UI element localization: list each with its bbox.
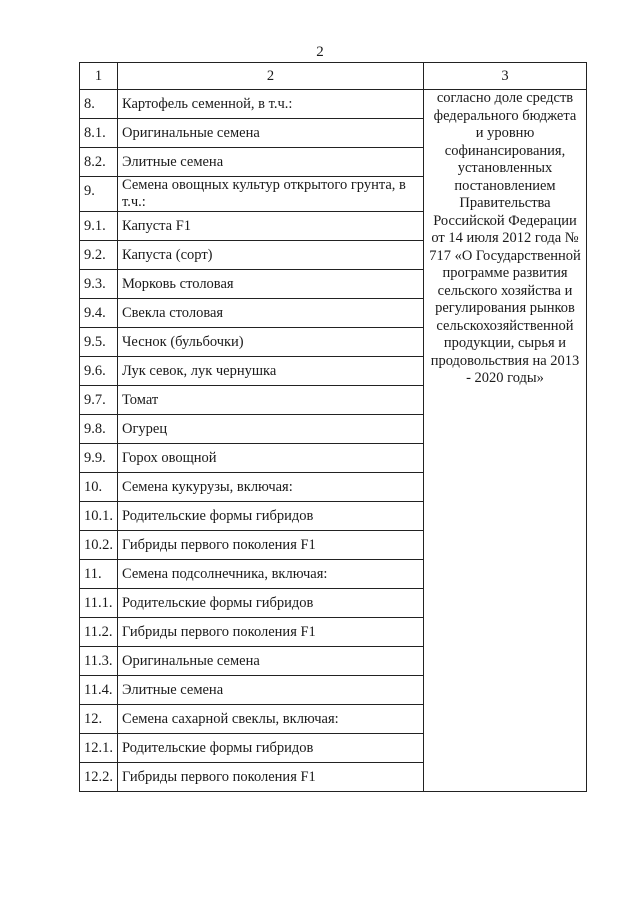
row-name: Огурец xyxy=(118,415,424,444)
row-number: 8. xyxy=(80,90,118,119)
row-number: 11.2. xyxy=(80,618,118,647)
row-number: 11.1. xyxy=(80,589,118,618)
row-number: 10.2. xyxy=(80,531,118,560)
row-name: Родительские формы гибридов xyxy=(118,734,424,763)
row-name: Родительские формы гибридов xyxy=(118,502,424,531)
row-name: Капуста F1 xyxy=(118,212,424,241)
row-name: Родительские формы гибридов xyxy=(118,589,424,618)
row-name: Томат xyxy=(118,386,424,415)
row-name: Картофель семенной, в т.ч.: xyxy=(118,90,424,119)
page-number: 2 xyxy=(316,44,324,60)
row-name: Капуста (сорт) xyxy=(118,241,424,270)
row-name: Лук севок, лук чернушка xyxy=(118,357,424,386)
row-number: 9. xyxy=(80,177,118,212)
row-number: 12. xyxy=(80,705,118,734)
row-name: Элитные семена xyxy=(118,148,424,177)
row-name: Элитные семена xyxy=(118,676,424,705)
row-number: 10.1. xyxy=(80,502,118,531)
row-name: Морковь столовая xyxy=(118,270,424,299)
row-number: 9.6. xyxy=(80,357,118,386)
header-col-1: 1 xyxy=(80,63,118,90)
row-number: 9.9. xyxy=(80,444,118,473)
table-row xyxy=(80,90,587,119)
row-name: Чеснок (бульбочки) xyxy=(118,328,424,357)
row-number: 8.2. xyxy=(80,148,118,177)
row-name: Оригинальные семена xyxy=(118,119,424,148)
row-name: Оригинальные семена xyxy=(118,647,424,676)
header-col-2: 2 xyxy=(118,63,424,90)
row-name: Гибриды первого поколения F1 xyxy=(118,618,424,647)
seed-table xyxy=(79,62,587,792)
row-name: Свекла столовая xyxy=(118,299,424,328)
row-number: 9.5. xyxy=(80,328,118,357)
table-header-row xyxy=(80,63,587,90)
row-number: 9.2. xyxy=(80,241,118,270)
row-name: Семена подсолнечника, включая: xyxy=(118,560,424,589)
row-number: 10. xyxy=(80,473,118,502)
row-name: Горох овощной xyxy=(118,444,424,473)
row-number: 12.1. xyxy=(80,734,118,763)
row-number: 11. xyxy=(80,560,118,589)
row-number: 8.1. xyxy=(80,119,118,148)
row-name: Гибриды первого поколения F1 xyxy=(118,763,424,792)
row-number: 9.1. xyxy=(80,212,118,241)
row-number: 11.4. xyxy=(80,676,118,705)
row-number: 11.3. xyxy=(80,647,118,676)
row-name: Семена кукурузы, включая: xyxy=(118,473,424,502)
header-col-3: 3 xyxy=(424,63,587,90)
funding-note: согласно доле средств федерального бюджета и уровню софинансирования, установленных постановлением Правительства Российской Федерации от 14 июля 2012 года № 717 «О Государственной программе развития сельского хозяйства и регулирования рынков сельскохозяйственной продукции, сырья и продовольствия на 2013 - 2020 годы» xyxy=(424,90,587,792)
row-number: 9.8. xyxy=(80,415,118,444)
row-number: 12.2. xyxy=(80,763,118,792)
row-name: Семена овощных культур открытого грунта, в т.ч.: xyxy=(118,177,424,212)
row-name: Семена сахарной свеклы, включая: xyxy=(118,705,424,734)
row-name: Гибриды первого поколения F1 xyxy=(118,531,424,560)
row-number: 9.7. xyxy=(80,386,118,415)
row-number: 9.4. xyxy=(80,299,118,328)
row-number: 9.3. xyxy=(80,270,118,299)
